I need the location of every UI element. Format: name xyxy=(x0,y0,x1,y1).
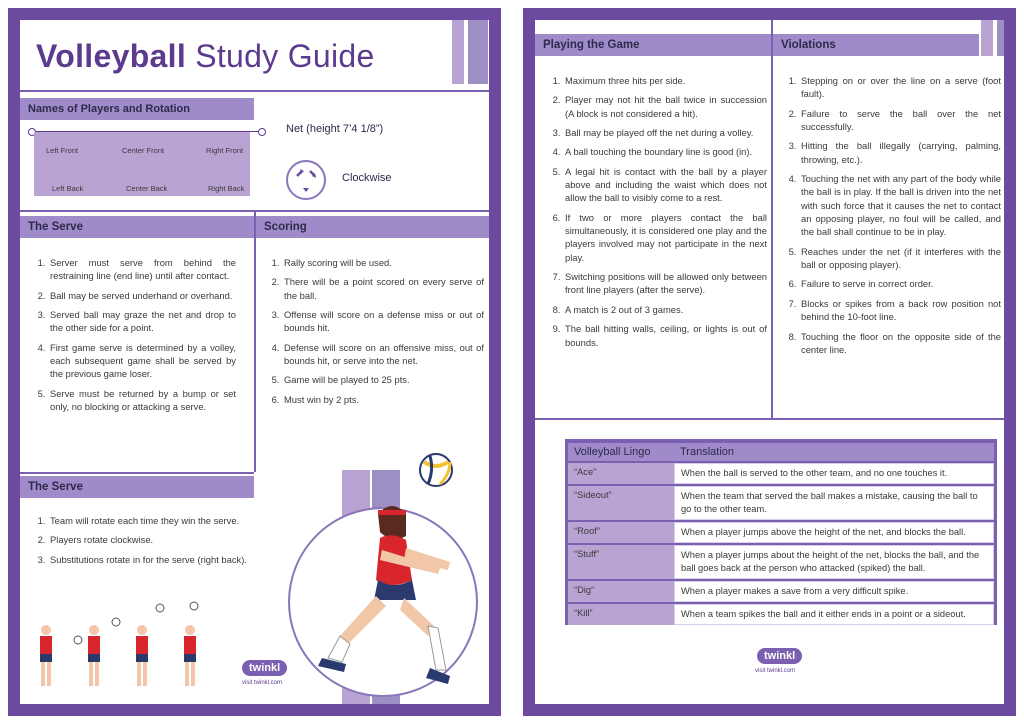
list-item: 2. Failure to serve the ball over the net successfully. xyxy=(799,107,1001,134)
title-decoration xyxy=(468,20,488,84)
rotation-heading: The Serve xyxy=(20,476,254,498)
lingo-term: “Dig” xyxy=(568,581,674,602)
list-item: 4. Touching the net with any part of the body while the ball is in play. If the ball is driven into the net with such force that it causes the net to contact an opposing player, no foul will be called, and the ball shall continue to be in play. xyxy=(799,172,1001,239)
right-page-content xyxy=(535,20,1004,704)
table-row xyxy=(568,522,994,543)
lingo-term: “Ace” xyxy=(568,463,674,484)
list-item: 6. Failure to serve in correct order. xyxy=(799,277,1001,290)
list-item: 4. A ball touching the boundary line is good (in). xyxy=(563,145,767,158)
list-item: 6. If two or more players contact the ball simultaneously, it is considered one play and the players involved may not participate in the next play. xyxy=(563,211,767,264)
position-label: Center Front xyxy=(122,146,165,155)
list-item: 6. Must win by 2 pts. xyxy=(282,393,484,406)
list-item: 9. The ball hitting walls, ceiling, or lights is out of bounds. xyxy=(563,322,767,349)
serve-list xyxy=(30,256,236,419)
playing-heading: Playing the Game xyxy=(535,34,771,56)
lingo-translation: When the team that served the ball makes a mistake, causing the ball to go to the other team. xyxy=(674,486,994,520)
playing-rules xyxy=(545,74,767,349)
lingo-table xyxy=(568,441,994,627)
divider xyxy=(254,212,256,472)
visit-link[interactable]: visit twinkl.com xyxy=(755,668,796,674)
list-item: 1. Server must serve from behind the restraining line (end line) until after contact. xyxy=(48,256,236,283)
serve-sequence-illustration xyxy=(34,600,224,700)
list-item: 4. Defense will score on an offensive miss, out of bounds hit, or serve into the net. xyxy=(282,341,484,368)
list-item: 1. Rally scoring will be used. xyxy=(282,256,484,269)
list-item: 7. Switching positions will be allowed only between front line players (after the serve). xyxy=(563,270,767,297)
players-heading: Names of Players and Rotation xyxy=(20,98,254,120)
position-label: Center Back xyxy=(126,184,168,193)
lingo-term: “Sideout” xyxy=(568,486,674,520)
rotation-rules xyxy=(30,514,270,566)
decorative-stripe xyxy=(981,20,993,56)
lingo-translation: When the ball is served to the other team, and no one touches it. xyxy=(674,463,994,484)
net-post-right xyxy=(258,128,266,136)
left-page xyxy=(8,8,501,716)
lingo-term: “Kill” xyxy=(568,604,674,625)
list-item: 4. First game serve is determined by a volley, each subsequent game shall be served by the previous game loser. xyxy=(48,341,236,381)
divider xyxy=(20,472,254,474)
volleyball-player-illustration xyxy=(300,440,470,690)
visit-link[interactable]: visit twinkl.com xyxy=(242,680,283,686)
decorative-stripe xyxy=(997,20,1004,56)
table-row xyxy=(568,604,994,625)
net-height-label: Net (height 7’4 1/8”) xyxy=(286,123,384,135)
serve-rules xyxy=(30,256,236,413)
lingo-header: Volleyball Lingo xyxy=(568,443,674,461)
list-item: 3. Ball may be played off the net during a volley. xyxy=(563,126,767,139)
lingo-translation: When a team spikes the ball and it either ends in a point or a sideout. xyxy=(674,604,994,625)
divider xyxy=(771,20,773,418)
list-item: 1. Maximum three hits per side. xyxy=(563,74,767,87)
twinkl-logo: twinkl xyxy=(242,660,287,676)
table-row xyxy=(568,463,994,484)
list-item: 5. Serve must be returned by a bump or set only, no blocking or attacking a serve. xyxy=(48,387,236,414)
lingo-table-body xyxy=(568,463,994,625)
list-item: 2. Players rotate clockwise. xyxy=(48,533,270,546)
list-item: 1. Team will rotate each time they win the serve. xyxy=(48,514,270,527)
left-page-content xyxy=(20,20,489,704)
list-item: 2. Ball may be served underhand or overhand. xyxy=(48,289,236,302)
lingo-translation: When a player makes a save from a very difficult spike. xyxy=(674,581,994,602)
court-diagram xyxy=(34,132,250,196)
list-item: 7. Blocks or spikes from a back row position not behind the 10-foot line. xyxy=(799,297,1001,324)
list-item: 2. Player may not hit the ball twice in succession (A block is not considered a hit). xyxy=(563,93,767,120)
scoring-heading: Scoring xyxy=(256,216,489,238)
list-item: 5. Game will be played to 25 pts. xyxy=(282,373,484,386)
twinkl-logo: twinkl xyxy=(757,648,802,664)
list-item: 5. A legal hit is contact with the ball by a player above and including the waist which does not allow the ball to visibly come to a rest. xyxy=(563,165,767,205)
playing-list xyxy=(545,74,767,355)
list-item: 3. Offense will score on a defense miss or out of bounds hit. xyxy=(282,308,484,335)
translation-header: Translation xyxy=(674,443,994,461)
violations-list xyxy=(781,74,1001,362)
lingo-term: “Roof” xyxy=(568,522,674,543)
scoring-rules xyxy=(264,256,484,406)
list-item: 5. Reaches under the net (if it interferes with the ball or opposing player). xyxy=(799,245,1001,272)
violations-heading: Violations xyxy=(773,34,979,56)
list-item: 3. Hitting the ball illegally (carrying, palming, throwing, etc.). xyxy=(799,139,1001,166)
scoring-list xyxy=(264,256,484,412)
divider xyxy=(535,418,1004,420)
page-title: Volleyball Study Guide xyxy=(36,38,375,74)
table-row xyxy=(568,581,994,602)
title-decoration xyxy=(452,20,464,84)
lingo-term: “Stuff” xyxy=(568,545,674,579)
right-page xyxy=(523,8,1016,716)
list-item: 8. A match is 2 out of 3 games. xyxy=(563,303,767,316)
lingo-translation: When a player jumps about the height of the net, blocks the ball, and the ball goes back at the person who attacked (spiked) the ball. xyxy=(674,545,994,579)
divider xyxy=(20,90,489,92)
violation-rules xyxy=(781,74,1001,356)
table-row xyxy=(568,545,994,579)
position-label: Left Back xyxy=(52,184,84,193)
list-item: 3. Substitutions rotate in for the serve (right back). xyxy=(48,553,270,566)
serve-heading: The Serve xyxy=(20,216,254,238)
table-row xyxy=(568,486,994,520)
list-item: 1. Stepping on or over the line on a serve (foot fault). xyxy=(799,74,1001,101)
position-label: Right Front xyxy=(206,146,244,155)
position-label: Left Front xyxy=(46,146,79,155)
rotation-label: Clockwise xyxy=(342,172,392,184)
list-item: 3. Served ball may graze the net and drop to the other side for a point. xyxy=(48,308,236,335)
list-item: 2. There will be a point scored on every serve of the ball. xyxy=(282,275,484,302)
list-item: 8. Touching the floor on the opposite side of the center line. xyxy=(799,330,1001,357)
position-label: Right Back xyxy=(208,184,245,193)
lingo-translation: When a player jumps above the height of the net, and blocks the ball. xyxy=(674,522,994,543)
rotation-list xyxy=(30,514,270,572)
rotation-arrows-icon xyxy=(286,160,326,200)
